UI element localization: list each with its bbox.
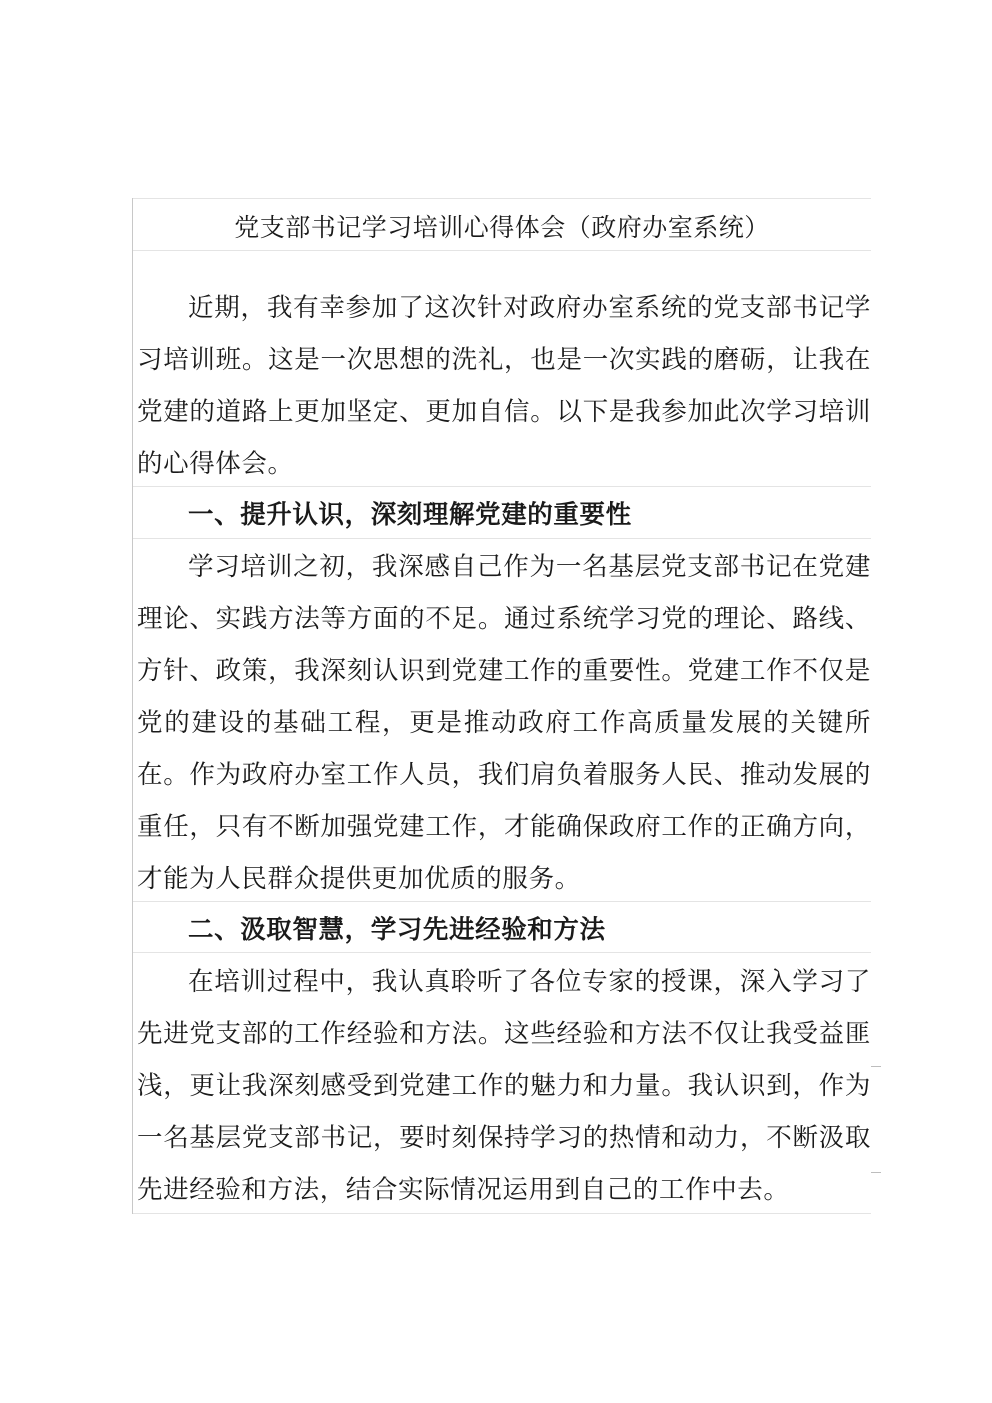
section-2-heading: 二、汲取智慧，学习先进经验和方法 bbox=[188, 915, 606, 945]
bottom-rule bbox=[133, 1213, 871, 1214]
title-rule bbox=[133, 250, 871, 251]
section-rule bbox=[133, 538, 871, 539]
margin-tick bbox=[871, 1066, 881, 1067]
document-page bbox=[132, 198, 871, 1214]
section-rule bbox=[133, 952, 871, 953]
section-2-body: 在培训过程中，我认真聆听了各位专家的授课，深入学习了先进党支部的工作经验和方法。这些经验和方法不仅让我受益匪浅，更让我深刻感受到党建工作的魅力和力量。我认识到，作为一名基层党支部书记，要时刻保持学习的热情和动力，不断汲取先进经验和方法，结合实际情况运用到自己的工作中去。 bbox=[137, 967, 871, 1205]
intro-paragraph: 近期，我有幸参加了这次针对政府办室系统的党支部书记学习培训班。这是一次思想的洗礼，也是一次实践的磨砺，让我在党建的道路上更加坚定、更加自信。以下是我参加此次学习培训的心得体会。 bbox=[137, 293, 871, 479]
document-title: 党支部书记学习培训心得体会（政府办室系统） bbox=[234, 213, 770, 242]
top-rule bbox=[133, 198, 871, 199]
section-rule bbox=[133, 486, 871, 487]
section-1-heading: 一、提升认识，深刻理解党建的重要性 bbox=[188, 500, 632, 530]
margin-tick bbox=[871, 1172, 881, 1173]
section-rule bbox=[133, 901, 871, 902]
section-1-body: 学习培训之初，我深感自己作为一名基层党支部书记在党建理论、实践方法等方面的不足。通过系统学习党的理论、路线、方针、政策，我深刻认识到党建工作的重要性。党建工作不仅是党的建设的基础工程，更是推动政府工作高质量发展的关键所在。作为政府办室工作人员，我们肩负着服务人民、推动发展的重任，只有不断加强党建工作，才能确保政府工作的正确方向，才能为人民群众提供更加优质的服务。 bbox=[137, 552, 871, 894]
